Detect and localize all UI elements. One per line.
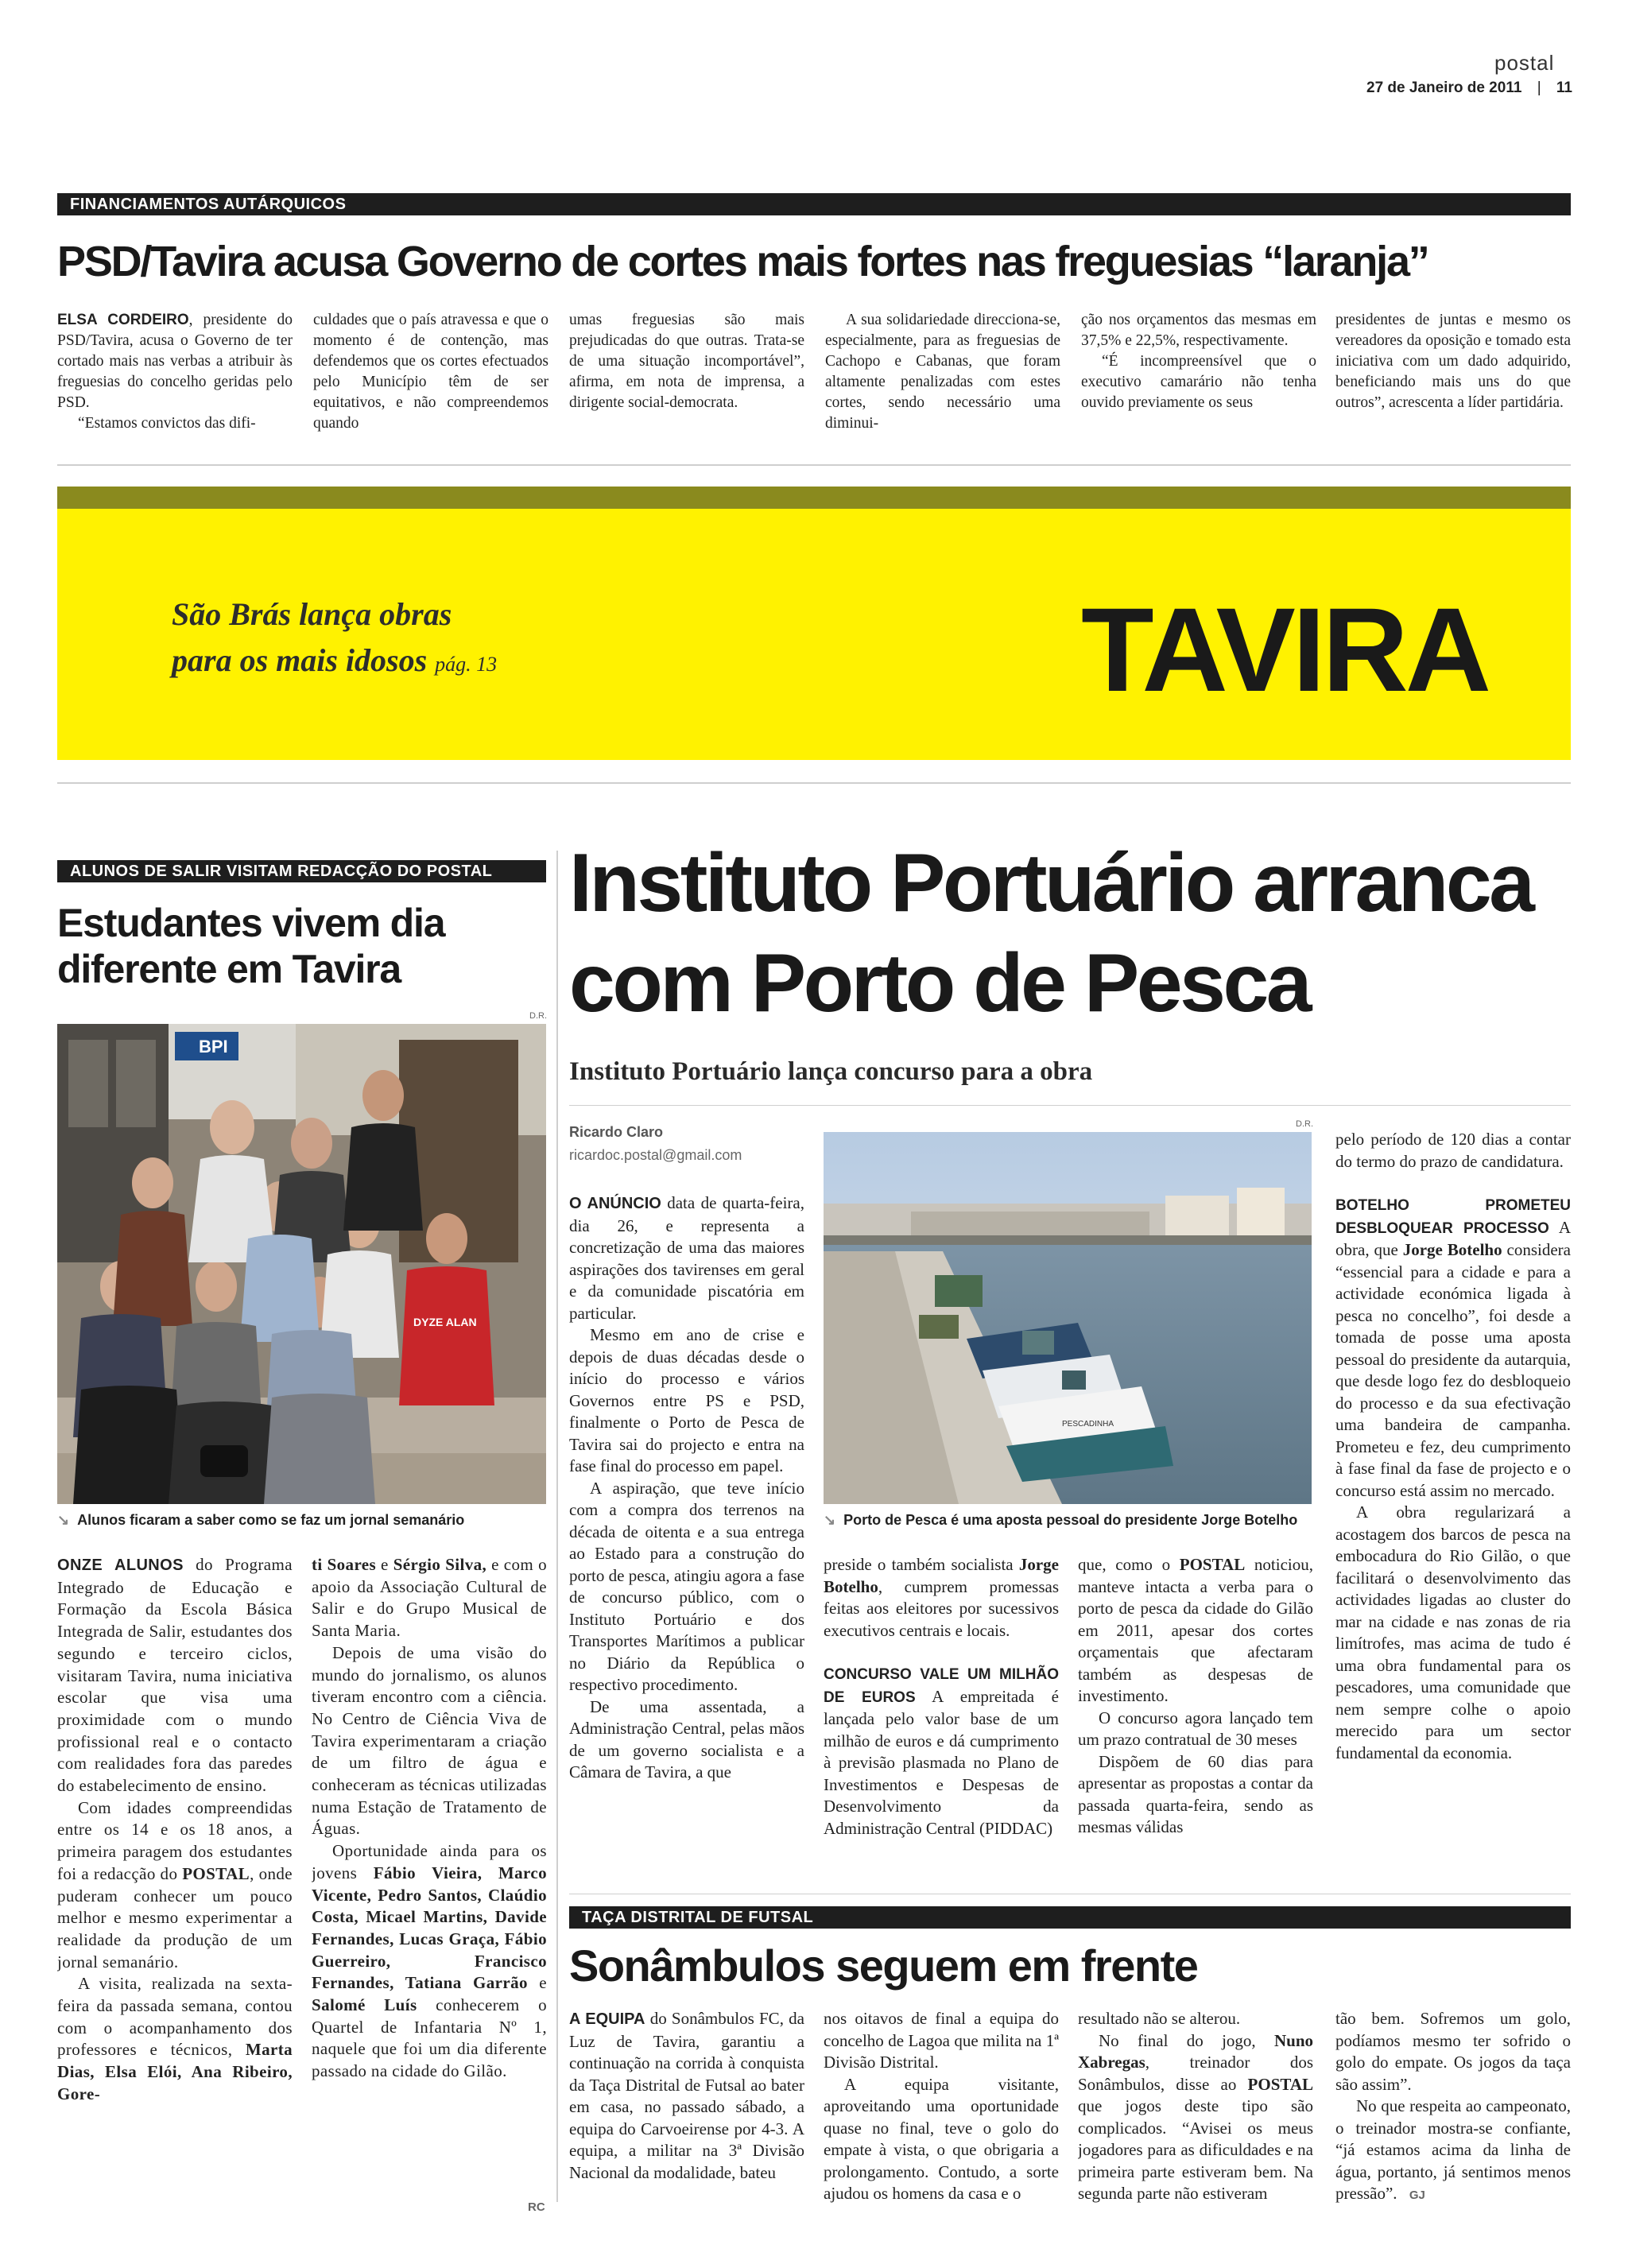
story1-col5-text: ção nos orçamentos das mesmas em 37,5% e 22,5%, respectivamente. [1081,312,1316,349]
story4-col3-text-b: No final do jogo, [1099,2030,1274,2050]
students-photo-caption [57,1512,464,1529]
caption-arrow-icon: ↘ [57,1512,70,1528]
story3-author: Ricardo Claro [569,1124,664,1140]
fishing-port-photo-image [824,1132,1312,1504]
caption-arrow-icon-2: ↘ [824,1512,836,1528]
story3-column-4 [1335,1129,1571,1884]
story4-lead: A EQUIPA [569,2010,645,2028]
story3-column-3 [1078,1554,1313,1883]
story2-col2-last-name: Salomé Luís [312,1995,417,2015]
story3-col2-text-b: A empreitada é lançada pelo valor base de um milhão de euros e dá cumprimento à previsão plasmada no Plano de Investimentos e Despesas de Desenvolvimento da Administração Central (PIDDAC) [824,1686,1059,1838]
story4-headline: Sonâmbulos seguem em frente [569,1940,1198,1991]
story2-col1-text-c: A visita, realizada na sexta-feira da passada semana, contou com o acompanhamento dos professores e técnicos, [57,1974,293,2060]
story3-col2-subhead: CONCURSO VALE UM MILHÃO DE EUROS [824,1666,1059,1706]
story4-col1-text: do Sonâmbulos FC, da Luz de Tavira, garantiu a continuação na corrida à conquista da Taça Distrital de Futsal ao bater em casa, no passado sábado, a equipa do Carvoeirense por 4-3. A equipa, a militar na 3ª Divisão Nacional da modalidade, bateu [569,2009,804,2182]
banner-bottom-rule [57,782,1571,784]
story1-column-4 [825,310,1060,434]
story3-col1-text-a: data de quarta-feira, dia 26, e representa a concretização de uma das maiores aspirações dos tavirenses em geral e da comunidade piscatória em particular. [569,1193,804,1323]
story1-headline: PSD/Tavira acusa Governo de cortes mais fortes nas freguesias “laranja” [57,238,1428,285]
story4-col3-coach-name: Nuno Xabregas [1078,2030,1313,2072]
story2-signature: RC [528,2200,545,2214]
banner-teaser[interactable] [172,591,497,688]
story3-headline [569,833,1533,1033]
boat-name: PESCADINHA [1062,1420,1114,1429]
story2-col2-text-c-end: conhecerem o Quartel de Infantaria Nº 1, naquele que foi um dia diferente passado na cidade do Gilão. [312,1995,547,2081]
fishing-port-photo [824,1132,1312,1504]
issue-date: 27 de Janeiro de 2011 [1366,79,1522,96]
story2-headline-line-2: diferente em Tavira [57,947,401,991]
story1-column-1 [57,310,293,434]
story2-col2-and-2: e [527,1973,547,1993]
story4-kicker: TAÇA DISTRITAL DE FUTSAL [569,1906,1571,1929]
story2-col1-text-b: Com idades compreendidas entre os 14 e os 18 anos, a primeira paragem dos estudantes foi a redacção do [57,1797,293,1883]
story3-col2-name: Jorge Botelho [824,1555,1059,1596]
story3-col3-text-a: que, como o [1078,1555,1180,1574]
story3-col1-text-c: A aspiração, que teve início com a compra dos terrenos na década de oitenta e a sua entrega ao Estado para a construção do porto de pesca, atingiu agora a fase de concurso público, com o Instituto Portuário e dos Transportes Marítimos a publicar no Diário da República o respectivo procedimento. [569,1478,804,1694]
banner-olive-strip [57,487,1571,509]
bank-sign: BPI [199,1037,228,1056]
story1-lead-name: ELSA CORDEIRO [57,312,189,328]
story3-col4-subhead: BOTELHO PROMETEU DESBLOQUEAR PROCESSO [1335,1197,1571,1237]
story3-headline-line-1: Instituto Portuário arranca [569,837,1533,929]
story2-kicker: ALUNOS DE SALIR VISITAM REDACÇÃO DO POSTAL [57,860,546,882]
story3-col3-text-a-end: noticiou, manteve intacta a verba para o porto de pesca da cidade do Gilão em 2011, apesar dos cortes orçamentais que afectaram também as despesas de investimento. [1078,1555,1313,1705]
story3-column-2 [824,1554,1059,1883]
page-number: 11 [1556,79,1572,96]
fishing-port-caption-text: Porto de Pesca é uma aposta pessoal do presidente Jorge Botelho [843,1512,1298,1528]
teaser-line-1: São Brás lança obras [172,596,452,632]
jacket-text: DYZE ALAN [413,1316,477,1328]
story3-col3-text-b: O concurso agora lançado tem um prazo contratual de 30 meses [1078,1708,1313,1749]
story1-col1-text: , presidente do PSD/Tavira, acusa o Governo de ter cortado mais nas verbas a atribuir às freguesias do concelho geridas pelo PSD. [57,312,293,411]
story2-headline-line-1: Estudantes vivem dia [57,901,445,945]
teaser-line-2-text: para os mais idosos [172,642,428,678]
story2-col2-and: e [376,1555,393,1574]
story1-col1-quote: “Estamos convictos das difi- [78,415,256,432]
story3-col4-text-b: A obra, que [1335,1217,1571,1259]
students-photo-image [57,1024,546,1504]
story3-col4-text-b-end: considera “essencial para a cidade e para a actividade económica ligada à pesca no concelho”, foi desde a tomada de posse uma aposta pessoal do presidente da autarquia, que desde logo fez do desbloqueio do processo e da sua efectivação uma bandeira de campanha. Prometeu e fez, deu cumprimento à fase final da fase de projecto e o concurso está assim no mercado. [1335,1240,1571,1500]
story4-col3-text-b-end: que jogos deste tipo são complicados. “Avisei os meus jogadores para as dificuldades e na primeira parte estiveram bem. Na segunda parte não estiveram [1078,2096,1313,2203]
fishing-port-caption [824,1512,1297,1529]
story2-col2-name-a: ti Soares [312,1555,377,1574]
story1-col5-quote: “É incompreensível que o executivo camarário não tenha ouvido previamente os seus [1081,353,1316,411]
story1-bottom-rule [57,464,1571,466]
story1-column-6: presidentes de juntas e mesmo os vereadores da oposição e tomado esta iniciativa com um dado adquirido, beneficiando mais uns do que outros”, acrescenta a líder partidária. [1335,312,1571,411]
story3-col2-text-a-end: , cumprem promessas feitas aos eleitores por sucessivos executivos centrais e locais. [824,1576,1059,1640]
story2-col1-text-a: do Programa Integrado de Educação e Formação da Escola Básica Integrada de Salir, estudantes dos segundo e terceiro ciclos, visitaram Tavira, numa iniciativa escolar que visa uma proximidade com o mundo profissional real e o contacto com realidades fora das paredes do estabelecimento de ensino. [57,1555,293,1796]
story4-column-2 [824,2008,1059,2207]
story1-column-5 [1081,310,1316,413]
story3-email[interactable]: ricardoc.postal@gmail.com [569,1147,742,1163]
story3-photo-credit: D.R. [1296,1119,1313,1129]
story2-col2-student-names: Fábio Vieira, Marco Vicente, Pedro Santos, Claúdio Costa, Micael Martins, Davide Fernandes, Lucas Graça, Fábio Guerreiro, Francisco Fernandes, Tatiana Garrão [312,1863,547,1993]
story4-col3-text-b-mid: , treinador dos Sonâmbulos, disse ao [1078,2053,1313,2094]
newspaper-logo: postal [1494,51,1555,75]
story1-kicker: FINANCIAMENTOS AUTÁRQUICOS [57,193,1571,215]
story4-column-1 [569,2008,804,2207]
story2-col2-name-b: Sérgio Silva, [393,1555,487,1574]
story2-column-1 [57,1554,293,2106]
story3-col3-text-c: Dispõem de 60 dias para apresentar as propostas a contar da passada quarta-feira, sendo as mesmas válidas [1078,1751,1313,1836]
story3-column-1 [569,1192,804,1886]
story2-col2-text-a: e com o apoio da Associação Cultural de Salir e do Grupo Musical de Santa Maria. [312,1555,547,1641]
story2-headline [57,900,444,992]
story2-divider [556,851,558,2202]
page-date-line [1342,79,1572,97]
story4-col2-text-b: A equipa visitante, aproveitando uma oportunidade quase no final, teve o golo do empate à vista, o que obrigaria a prolongamento. Contudo, a sorte ajudou os homens da casa e o [824,2074,1059,2203]
story4-column-4 [1335,2008,1571,2207]
date-separator: | [1537,79,1541,96]
students-caption-text: Alunos ficaram a saber como se faz um jornal semanário [77,1512,465,1528]
story3-col4-text-a: pelo período de 120 dias a contar do termo do prazo de candidatura. [1335,1130,1571,1171]
students-photo [57,1024,546,1504]
story1-col4-text: A sua solidariedade direcciona-se, especialmente, para as freguesias de Cachopo e Cabanas, que foram altamente penalizadas com estes cortes, sendo necessário uma diminui- [825,312,1060,432]
story2-col1-text-b-end: , onde puderam conhecer um pouco melhor e mesmo experimentar a realidade da produção de um jornal semanário. [57,1863,293,1971]
story1-column-2: culdades que o país atravessa e que o momento é de contenção, mas defendemos que os cortes efectuados pelo Município têm de ser equitativos, e não compreendemos quando [313,312,548,432]
story2-col1-teacher-names: Marta Dias, Elsa Elói, Ana Ribeiro, Gore- [57,2040,293,2103]
story4-col3-postal: POSTAL [1247,2074,1313,2094]
story2-lead-name: ONZE ALUNOS [57,1557,184,1574]
story3-byline [569,1124,742,1164]
story4-signature: GJ [1409,2189,1425,2202]
story3-col4-text-c: A obra regularizará a acostagem dos barcos de pesca na embocadura do Rio Gilão, o que facilitará o desenvolvimento das actividades ligadas ao cluster do mar na cidade e nas zonas de ria limítrofes, mas acima de tudo é uma obra fundamental para os pescadores, uma comunidade que nem sempre colhe o apoio merecido para um sector fundamental da economia. [1335,1502,1571,1762]
story3-subhead-rule [569,1105,1571,1106]
story3-col2-text-a: preside o também socialista [824,1555,1019,1574]
story4-col4-text-b: No que respeita ao campeonato, o treinador mostra-se confiante, “já estamos acima da linha de água, portanto, já sentimos menos pressão”. [1335,2096,1571,2203]
story3-subhead: Instituto Portuário lança concurso para a obra [569,1057,1093,1086]
story4-col4-text-a: tão bem. Sofremos um golo, podíamos mesmo ter sofrido o golo do empate. Os jogos da taça são assim”. [1335,2009,1571,2094]
section-title: TAVIRA [1081,583,1489,716]
story3-col1-text-d: De uma assentada, a Administração Central, pelas mãos de um governo socialista e a Câmara de Tavira, a que [569,1696,804,1781]
story3-col3-postal: POSTAL [1179,1555,1246,1574]
story3-col1-text-b: Mesmo em ano de crise e depois de duas décadas desde o início do processo e vários Governos entre PS e PSD, finalmente o Porto de Pesca de Tavira sai do projecto e entra na fase final do processo em papel. [569,1325,804,1475]
story3-headline-line-2: com Porto de Pesca [569,937,1310,1029]
story4-col2-text-a: nos oitavos de final a equipa do concelho de Lagoa que milita na 1ª Divisão Distrital. [824,2009,1059,2072]
story3-lead: O ANÚNCIO [569,1195,661,1212]
story1-column-3: umas freguesias são mais prejudicadas do que outras. Trata-se de uma situação incomportável”, afirma, em nota de imprensa, a dirigente social-democrata. [569,312,804,411]
story2-col1-postal: POSTAL [182,1863,250,1883]
story2-col2-text-b: Depois de uma visão do mundo do jornalismo, os alunos tiveram encontro com a ciência. No Centro de Ciência Viva de Tavira experimentaram a criação de um filtro de água e conheceram as técnicas utilizadas numa Estação de Tratamento de Águas. [312,1642,547,1839]
story2-photo-credit: D.R. [529,1011,547,1021]
story4-col3-text-a: resultado não se alterou. [1078,2009,1241,2028]
teaser-line-2 [172,638,497,688]
story4-column-3 [1078,2008,1313,2207]
story2-col2-text-c: Oportunidade ainda para os jovens [312,1841,547,1882]
story3-col4-name: Jorge Botelho [1402,1240,1502,1259]
story2-column-2 [312,1554,547,2083]
teaser-page-ref: pág. 13 [435,653,498,676]
